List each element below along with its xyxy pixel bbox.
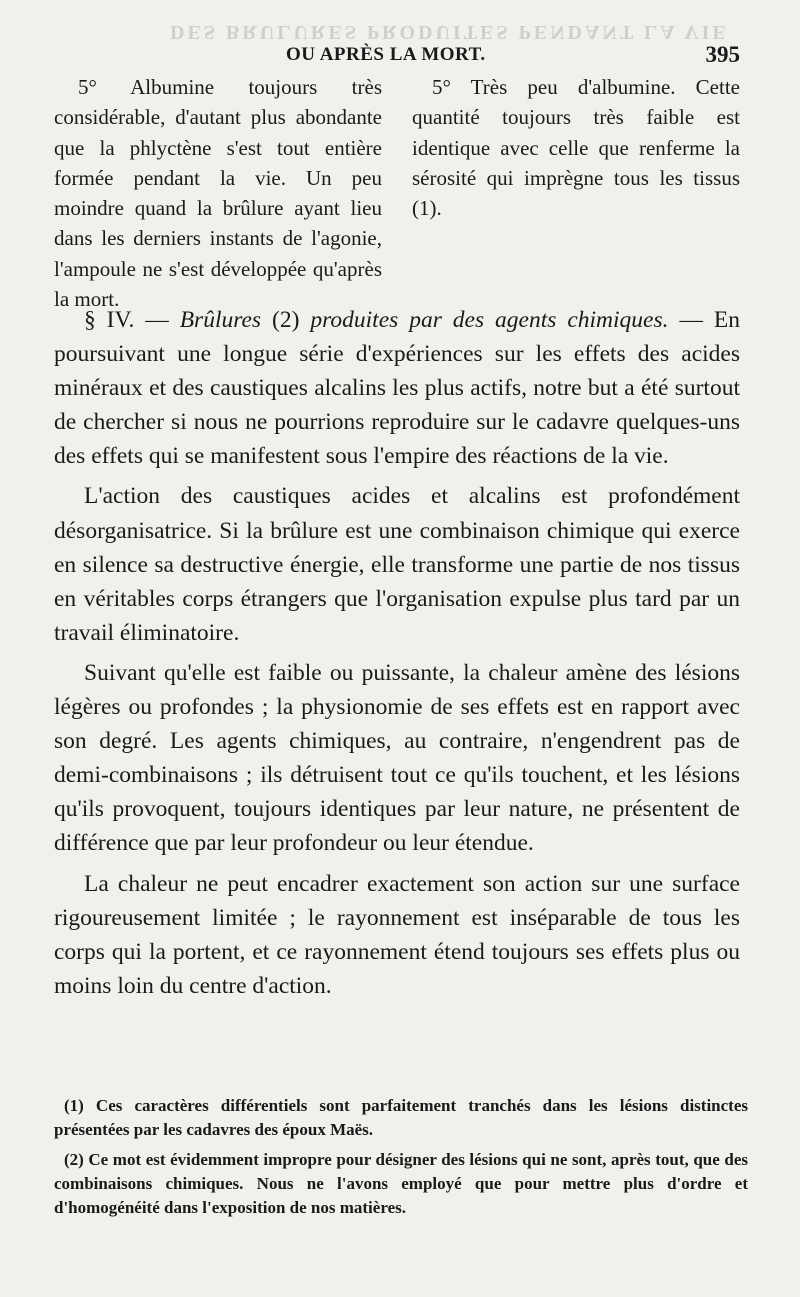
section-number: § IV. —: [84, 307, 169, 333]
section-heading-part: produites par des agents chimiques.: [310, 307, 669, 333]
right-column-albumine: 5° Très peu d'albumine. Cette quantité toujours très faible est identique avec celle que renferme la sérosité qui imprègne tous les tissus (1).: [412, 75, 740, 221]
page-number: 395: [705, 42, 740, 67]
section-heading-part: Brûlures: [179, 307, 262, 333]
main-text: [54, 303, 740, 1003]
bleed-through-text: DES BRULURES PRODUITES PENDANT LA VIE: [170, 21, 729, 43]
section-heading: [180, 307, 669, 333]
left-column-albumine: 5° Albumine toujours très considérable, d'autant plus abondante que la phlyctène s'est tout entière formée pendant la vie. Un peu moindre quand la brûlure ayant lieu dans les derniers instants de l'agonie, l'ampoule ne s'est développée qu'après la mort.: [54, 75, 382, 312]
page-header: [54, 40, 740, 70]
footnote: (1) Ces caractères différentiels sont parfaitement tranchés dans les lésions distinctes présentées par les cadavres des époux Maës.: [54, 1096, 748, 1139]
paragraph: L'action des caustiques acides et alcalins est profondément désorganisatrice. Si la brûlure est une combinaison chimique qui exerce en silence sa destructive énergie, elle transforme une partie de nos tissus en véritables corps étrangers que l'organisation expulse plus tard par un travail éliminatoire.: [54, 483, 740, 646]
section-paragraph: [54, 303, 740, 473]
paragraph: La chaleur ne peut encadrer exactement son action sur une surface rigoureusement limitée ; le rayonnement est inséparable de tous les corps qui la portent, et ce rayonnement étend toujours ses effets plus ou moins loin du centre d'action.: [54, 870, 740, 999]
section-intro: — En poursuivant une longue série d'expériences sur les effets des acides minéraux et des caustiques alcalins les plus actifs, notre but a été surtout de chercher si nous ne pourrions reproduire sur le cadavre quelques-uns des effets qui se manifestent sous l'empire des réactions de la vie.: [54, 307, 740, 470]
footnote-ref: (2): [272, 307, 300, 333]
footnotes: [54, 1094, 748, 1226]
running-title: OU APRÈS LA MORT.: [286, 44, 486, 65]
paragraph: Suivant qu'elle est faible ou puissante, la chaleur amène des lésions légères ou profondes ; la physionomie de ses effets est en rapport avec son degré. Les agents chimiques, au contraire, n'engendrent pas de demi-combinaisons ; ils détruisent tout ce qu'ils touchent, et les lésions qu'ils provoquent, toujours identiques par leur nature, ne présentent de différence que par leur profondeur ou leur étendue.: [54, 659, 740, 857]
footnote: (2) Ce mot est évidemment impropre pour désigner des lésions qui ne sont, après tout, que des combinaisons chimiques. Nous ne l'avons employé que pour mettre plus d'ordre et d'homogénéité dans l'exposition de nos matières.: [54, 1150, 748, 1217]
